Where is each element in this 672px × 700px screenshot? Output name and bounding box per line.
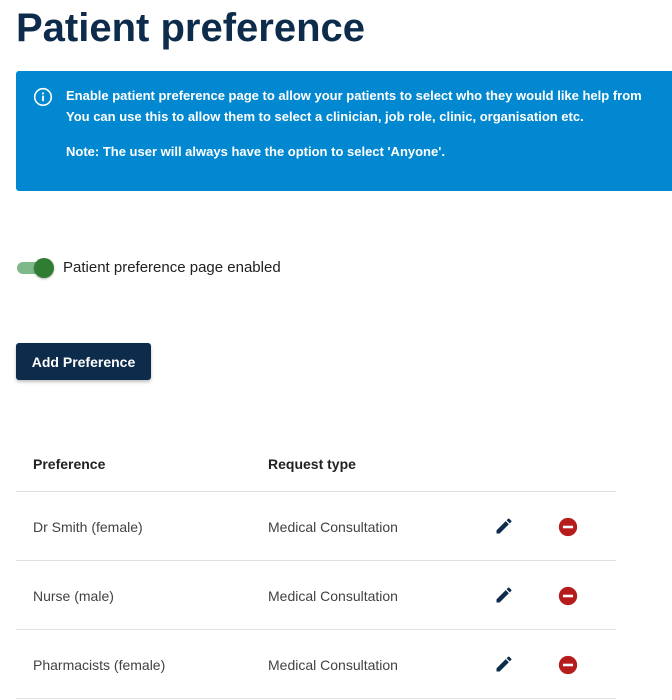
header-request-type: Request type	[268, 456, 356, 472]
info-icon	[33, 87, 53, 107]
add-preference-button[interactable]: Add Preference	[16, 343, 151, 380]
table-header	[16, 430, 616, 492]
remove-circle-icon[interactable]	[557, 585, 579, 607]
preferences-table	[16, 430, 616, 699]
remove-circle-icon[interactable]	[557, 516, 579, 538]
pencil-icon[interactable]	[494, 585, 514, 605]
header-preference: Preference	[33, 456, 106, 472]
toggle-label: Patient preference page enabled	[63, 259, 281, 276]
pencil-icon[interactable]	[494, 654, 514, 674]
request-type-cell: Medical Consultation	[268, 519, 398, 535]
pencil-icon[interactable]	[494, 516, 514, 536]
info-banner	[16, 71, 672, 191]
toggle-thumb	[34, 258, 54, 278]
banner-line-1: Enable patient preference page to allow your patients to select who they would like help from	[66, 88, 642, 103]
preference-cell: Pharmacists (female)	[33, 657, 166, 673]
request-type-cell: Medical Consultation	[268, 657, 398, 673]
page-title: Patient preference	[16, 6, 366, 50]
patient-preference-toggle[interactable]	[16, 258, 54, 278]
banner-note: Note: The user will always have the option to select 'Anyone'.	[66, 144, 445, 159]
remove-circle-icon[interactable]	[557, 654, 579, 676]
preference-cell: Nurse (male)	[33, 588, 114, 604]
table-row	[16, 561, 616, 630]
table-row	[16, 492, 616, 561]
request-type-cell: Medical Consultation	[268, 588, 398, 604]
table-row	[16, 630, 616, 699]
banner-line-2: You can use this to allow them to select a clinician, job role, clinic, organisation etc.	[66, 109, 584, 124]
preference-cell: Dr Smith (female)	[33, 519, 143, 535]
